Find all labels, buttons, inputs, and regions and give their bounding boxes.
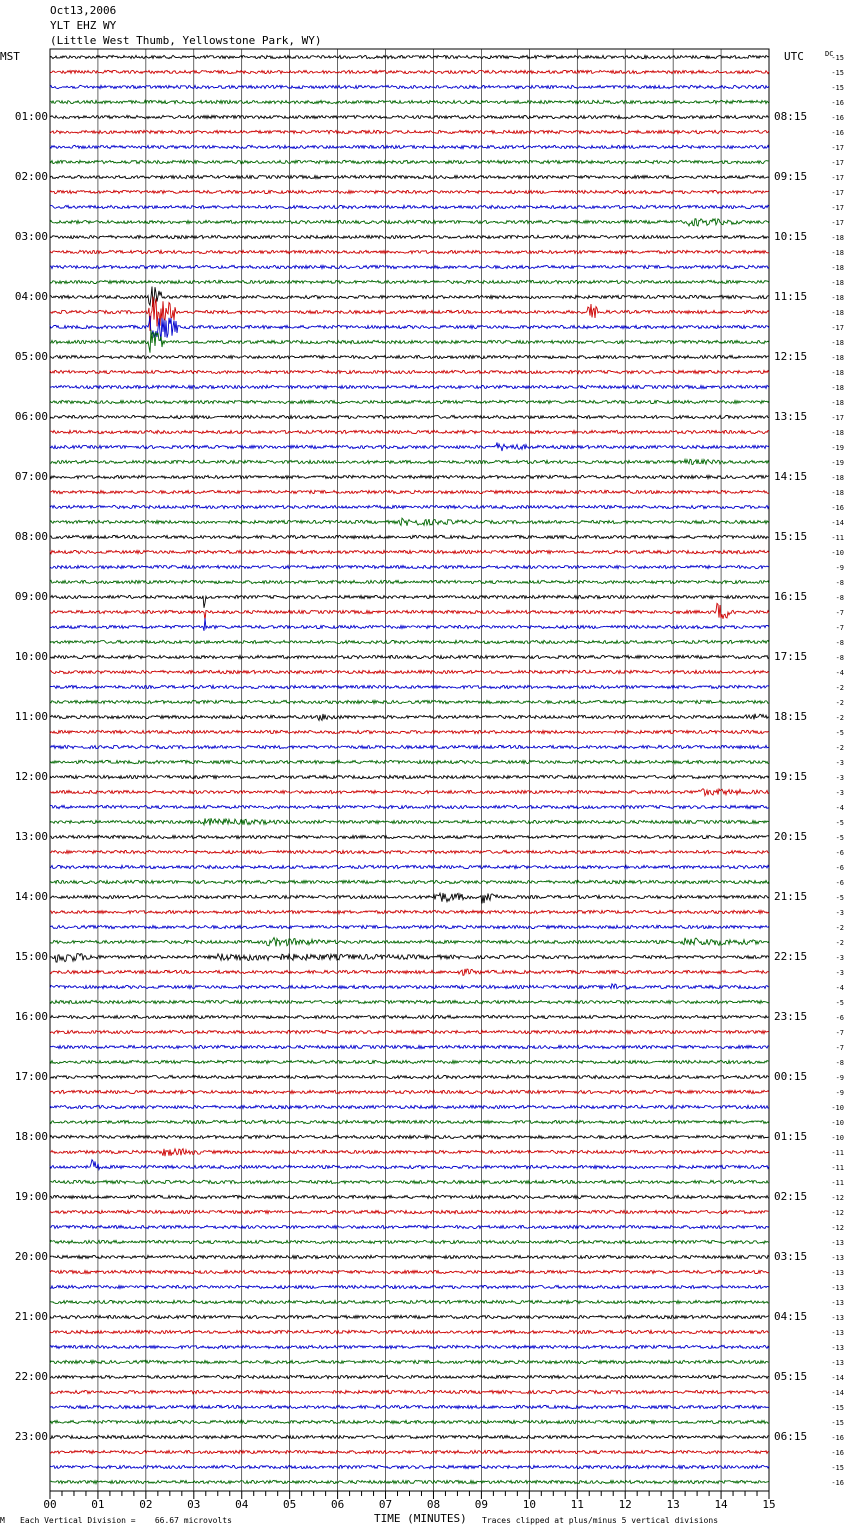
dc-offset-label: -16 [831,1479,844,1487]
trace-row [50,459,769,464]
dc-offset-label: -18 [831,489,844,497]
trace-row [50,535,769,538]
trace-row [50,1420,769,1423]
trace-row [50,355,769,358]
dc-offset-label: -2 [835,684,844,692]
dc-offset-label: -13 [831,1269,844,1277]
trace-row [50,1315,769,1318]
dc-offset-label: -15 [831,1419,844,1427]
trace-row [50,518,769,526]
trace-row [50,1345,769,1348]
dc-offset-label: -8 [835,1059,844,1067]
trace-row [50,1195,769,1198]
trace-row [50,580,769,583]
trace-row [50,1045,769,1048]
right-hour-label: 20:15 [774,830,808,843]
trace-row [50,1375,769,1378]
dc-offset-label: -16 [831,1434,844,1442]
trace-row [50,1255,769,1258]
left-hour-label: 16:00 [14,1010,48,1023]
dc-offset-label: -18 [831,339,844,347]
dc-offset-label: -6 [835,879,844,887]
right-hour-label: 14:15 [774,470,808,483]
dc-offset-label: -2 [835,699,844,707]
trace-row [50,1060,769,1063]
dc-offset-label: -5 [835,894,844,902]
trace-row [50,818,769,825]
dc-offset-label: -6 [835,1014,844,1022]
trace-row [50,250,769,253]
dc-offset-label: -15 [831,1464,844,1472]
right-hour-label: 10:15 [774,230,808,243]
left-hour-label: 18:00 [14,1130,48,1143]
trace-row [50,1135,769,1138]
trace-row [50,330,769,353]
dc-offset-label: -9 [835,1074,844,1082]
trace-row [50,550,769,553]
trace-row [50,603,769,620]
right-hour-label: 19:15 [774,770,808,783]
dc-offset-label: -17 [831,189,844,197]
trace-row [50,55,769,58]
dc-offset-label: -8 [835,639,844,647]
dc-offset-label: -15 [831,54,844,62]
dc-offset-label: -10 [831,1134,844,1142]
dc-offset-label: -8 [835,579,844,587]
trace-row [50,100,769,103]
trace-row [50,475,769,478]
dc-offset-label: -13 [831,1239,844,1247]
dc-offset-label: -14 [831,519,844,527]
right-hour-label: 03:15 [774,1250,808,1263]
dc-offset-label: -15 [831,69,844,77]
dc-offset-label: -6 [835,864,844,872]
trace-row [50,714,769,721]
right-hour-label: 15:15 [774,530,808,543]
trace-row [50,145,769,148]
dc-offset-label: -18 [831,399,844,407]
dc-offset-label: -15 [831,84,844,92]
trace-row [50,618,769,631]
x-tick-label: 12 [618,1498,632,1511]
x-tick-label: 10 [522,1498,536,1511]
dc-offset-label: -18 [831,384,844,392]
right-hour-label: 23:15 [774,1010,808,1023]
dc-offset-label: -10 [831,1104,844,1112]
dc-offset-label: -18 [831,294,844,302]
dc-offset-label: -3 [835,954,844,962]
dc-offset-label: -9 [835,564,844,572]
trace-row [50,1180,769,1183]
trace-row [50,85,769,88]
right-hour-label: 00:15 [774,1070,808,1083]
left-hour-label: 08:00 [14,530,48,543]
trace-row [50,565,769,568]
left-hour-label: 10:00 [14,650,48,663]
dc-offset-label: -3 [835,789,844,797]
trace-row [50,1000,769,1003]
dc-offset-label: -18 [831,429,844,437]
dc-offset-label: -13 [831,1344,844,1352]
dc-offset-label: -6 [835,849,844,857]
trace-row [50,1120,769,1123]
left-hour-label: 09:00 [14,590,48,603]
trace-row [50,1030,769,1033]
trace-row [50,805,769,808]
dc-offset-label: -18 [831,354,844,362]
trace-row [50,70,769,73]
dc-offset-label: -2 [835,714,844,722]
trace-row [50,1090,769,1093]
dc-offset-label: -4 [835,984,844,992]
dc-offset-label: -18 [831,369,844,377]
trace-row [50,1330,769,1333]
dc-offset-label: -18 [831,264,844,272]
dc-offset-label: -16 [831,1449,844,1457]
dc-offset-label: -17 [831,414,844,422]
dc-offset-label: -3 [835,774,844,782]
trace-row [50,835,769,838]
station-code: YLT EHZ WY [50,19,117,32]
trace-row [50,775,769,778]
trace-row [50,385,769,388]
dc-offset-label: -18 [831,279,844,287]
dc-offset-label: -16 [831,114,844,122]
left-hour-label: 20:00 [14,1250,48,1263]
trace-row [50,1360,769,1363]
trace-row [50,1300,769,1303]
trace-row [50,984,769,989]
trace-row [50,160,769,163]
right-hour-label: 08:15 [774,110,808,123]
x-tick-label: 07 [378,1498,393,1511]
dc-offset-label: -14 [831,1374,844,1382]
trace-row [50,1075,769,1078]
trace-row [50,490,769,493]
right-hour-label: 11:15 [774,290,808,303]
dc-offset-label: -7 [835,1029,844,1037]
trace-row [50,205,769,208]
trace-row [50,745,769,748]
dc-offset-label: -19 [831,459,844,467]
dc-offset-label: -17 [831,144,844,152]
x-tick-label: 00 [43,1498,57,1511]
dc-offset-label: -8 [835,594,844,602]
trace-row [50,190,769,193]
dc-offset-label: -13 [831,1299,844,1307]
dc-offset-label: -9 [835,1089,844,1097]
left-hour-label: 06:00 [14,410,48,423]
trace-row [50,1405,769,1408]
trace-row [50,595,769,607]
dc-offset-label: -11 [831,1164,844,1172]
dc-offset-label: -3 [835,909,844,917]
dc-offset-label: -4 [835,804,844,812]
dc-offset-label: -13 [831,1284,844,1292]
trace-row [50,1435,769,1438]
dc-offset-label: -5 [835,999,844,1007]
plot-frame [50,49,769,1491]
left-hour-label: 02:00 [14,170,48,183]
trace-row [50,1480,769,1483]
trace-row [50,1210,769,1213]
dc-offset-label: -4 [835,669,844,677]
plot-date: Oct13,2006 [50,4,117,17]
station-location: (Little West Thumb, Yellowstone Park, WY) [50,34,322,47]
x-tick-label: 02 [139,1498,153,1511]
trace-row [50,415,769,418]
dc-offset-label: -18 [831,234,844,242]
dc-offset-label: -18 [831,249,844,257]
dc-offset-label: -11 [831,1149,844,1157]
left-hour-label: 01:00 [14,110,48,123]
dc-offset-label: -16 [831,504,844,512]
right-hour-label: 16:15 [774,590,808,603]
dc-offset-label: -2 [835,939,844,947]
left-hour-label: 19:00 [14,1190,48,1203]
dc-offset-label: -17 [831,219,844,227]
dc-offset-label: -7 [835,609,844,617]
trace-row [50,730,769,733]
trace-row [50,115,769,118]
trace-row [50,505,769,508]
right-hour-label: 04:15 [774,1310,808,1323]
x-tick-label: 08 [426,1498,441,1511]
dc-offset-label: -14 [831,1389,844,1397]
dc-offset-label: -11 [831,1179,844,1187]
left-axis-title: MST [0,50,20,63]
dc-offset-label: -3 [835,759,844,767]
x-tick-label: 11 [570,1498,584,1511]
left-hour-label: 12:00 [14,770,48,783]
dc-offset-label: -3 [835,969,844,977]
trace-row [50,265,769,268]
dc-offset-label: -8 [835,654,844,662]
trace-row [50,1450,769,1453]
dc-offset-label: -16 [831,129,844,137]
left-hour-label: 22:00 [14,1370,48,1383]
left-hour-label: 11:00 [14,710,48,723]
dc-offset-label: -18 [831,474,844,482]
trace-row [50,370,769,373]
dc-offset-label: -13 [831,1254,844,1262]
dc-offset-label: -5 [835,729,844,737]
right-hour-label: 02:15 [774,1190,808,1203]
dc-offset-label: -10 [831,1119,844,1127]
dc-offset-label: -18 [831,309,844,317]
right-hour-label: 05:15 [774,1370,808,1383]
left-hour-label: 03:00 [14,230,48,243]
left-hour-label: 21:00 [14,1310,48,1323]
trace-row [50,969,769,976]
trace-row [50,670,769,673]
dc-offset-label: -17 [831,204,844,212]
x-tick-label: 03 [187,1498,201,1511]
trace-row [50,655,769,658]
dc-offset-label: -16 [831,99,844,107]
x-tick-label: 01 [91,1498,105,1511]
trace-row [50,789,769,796]
vertical-division-note: Each Vertical Division = 66.67 microvolts [20,1516,232,1525]
trace-row [50,938,769,947]
x-tick-label: 15 [762,1498,776,1511]
trace-row [50,287,769,307]
dc-offset-label: -7 [835,624,844,632]
right-hour-label: 21:15 [774,890,808,903]
trace-row [50,910,769,913]
left-hour-label: 07:00 [14,470,48,483]
left-hour-label: 17:00 [14,1070,48,1083]
dc-offset-label: -12 [831,1224,844,1232]
x-tick-label: 14 [714,1498,728,1511]
trace-row [50,640,769,643]
dc-offset-label: -2 [835,744,844,752]
trace-row [50,954,769,963]
dc-offset-label: -5 [835,819,844,827]
right-hour-label: 18:15 [774,710,808,723]
trace-row [50,400,769,403]
left-hour-label: 23:00 [14,1430,48,1443]
trace-row [50,219,769,226]
trace-row [50,1149,769,1157]
trace-row [50,685,769,688]
left-hour-label: 14:00 [14,890,48,903]
trace-row [50,130,769,133]
dc-offset-label: -10 [831,549,844,557]
right-hour-label: 22:15 [774,950,808,963]
dc-offset-label: -13 [831,1329,844,1337]
trace-row [50,850,769,853]
trace-row [50,925,769,928]
trace-row [50,880,769,883]
trace-row [50,893,769,904]
right-hour-label: 06:15 [774,1430,808,1443]
dc-offset-label: -5 [835,834,844,842]
dc-offset-label: -13 [831,1314,844,1322]
left-hour-label: 04:00 [14,290,48,303]
dc-offset-label: -12 [831,1209,844,1217]
trace-row [50,700,769,703]
trace-row [50,1105,769,1108]
dc-offset-label: -2 [835,924,844,932]
trace-row [50,760,769,763]
trace-row [50,235,769,238]
dc-offset-label: -13 [831,1359,844,1367]
x-tick-label: 13 [666,1498,680,1511]
dc-offset-title: DC [825,50,834,58]
x-tick-label: 06 [330,1498,345,1511]
x-tick-label: 05 [283,1498,297,1511]
trace-row [50,175,769,178]
trace-row [50,1390,769,1393]
clipping-note: Traces clipped at plus/minus 5 vertical divisions [482,1516,719,1525]
x-axis-title: TIME (MINUTES) [374,1512,467,1525]
right-hour-label: 01:15 [774,1130,808,1143]
trace-row [50,1015,769,1018]
dc-offset-label: -17 [831,324,844,332]
trace-row [50,1160,769,1170]
right-hour-label: 12:15 [774,350,808,363]
trace-row [50,1240,769,1243]
trace-row [50,1285,769,1288]
right-axis-title: UTC [784,50,804,63]
trace-row [50,1225,769,1228]
dc-offset-label: -17 [831,174,844,182]
left-hour-label: 13:00 [14,830,48,843]
right-hour-label: 09:15 [774,170,808,183]
trace-row [50,430,769,433]
trace-row [50,443,769,452]
dc-offset-label: -7 [835,1044,844,1052]
dc-offset-label: -12 [831,1194,844,1202]
x-tick-label: 09 [474,1498,489,1511]
trace-row [50,1465,769,1468]
dc-offset-label: -19 [831,444,844,452]
dc-offset-label: -11 [831,534,844,542]
x-tick-label: 04 [235,1498,249,1511]
trace-row [50,865,769,868]
left-hour-label: 05:00 [14,350,48,363]
dc-offset-label: -17 [831,159,844,167]
corner-mark: M [0,1516,5,1525]
trace-row [50,280,769,283]
right-hour-label: 13:15 [774,410,808,423]
left-hour-label: 15:00 [14,950,48,963]
dc-offset-label: -15 [831,1404,844,1412]
right-hour-label: 17:15 [774,650,808,663]
trace-row [50,1270,769,1273]
